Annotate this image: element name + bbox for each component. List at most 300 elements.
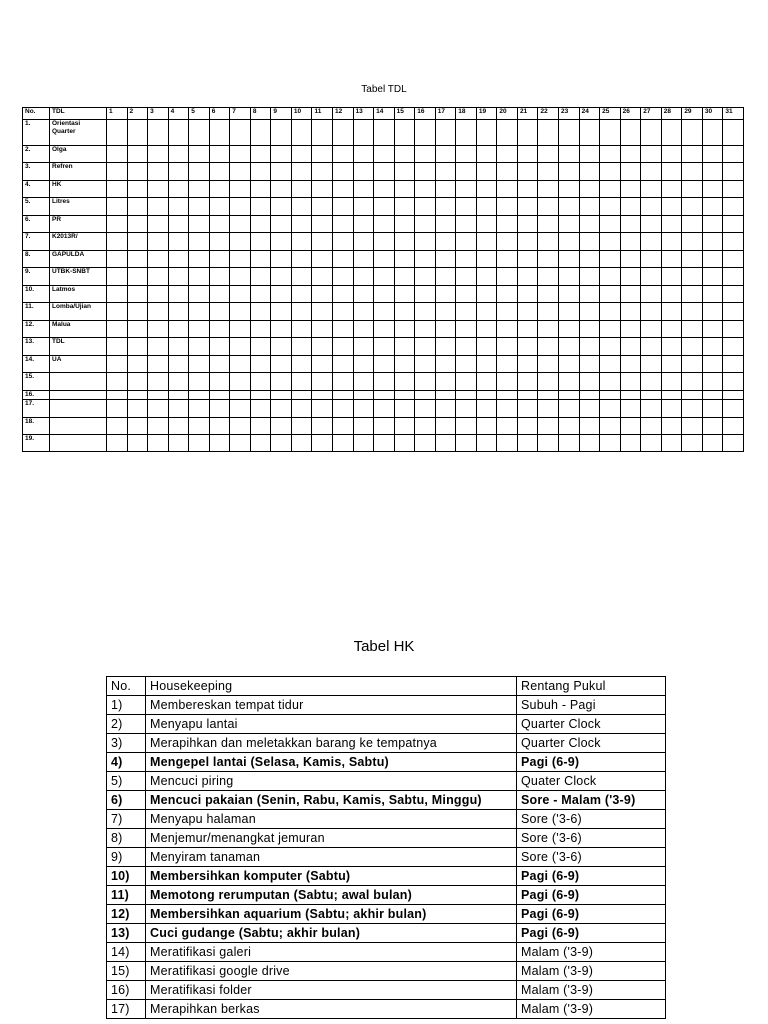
tdl-day-cell[interactable]	[189, 163, 210, 181]
tdl-day-cell[interactable]	[107, 286, 128, 303]
tdl-day-cell[interactable]	[271, 373, 292, 391]
tdl-day-cell[interactable]	[291, 418, 312, 435]
tdl-day-cell[interactable]	[415, 181, 436, 198]
tdl-day-cell[interactable]	[579, 286, 600, 303]
tdl-day-cell[interactable]	[374, 286, 395, 303]
tdl-day-cell[interactable]	[559, 198, 580, 216]
tdl-day-cell[interactable]	[497, 251, 518, 268]
tdl-day-cell[interactable]	[189, 198, 210, 216]
tdl-day-cell[interactable]	[579, 400, 600, 418]
tdl-day-cell[interactable]	[538, 321, 559, 338]
tdl-day-cell[interactable]	[600, 146, 621, 163]
tdl-day-cell[interactable]	[168, 391, 189, 400]
tdl-day-cell[interactable]	[538, 373, 559, 391]
tdl-day-cell[interactable]	[723, 181, 744, 198]
tdl-day-cell[interactable]	[291, 321, 312, 338]
tdl-day-cell[interactable]	[189, 268, 210, 286]
tdl-day-cell[interactable]	[230, 216, 251, 233]
tdl-day-cell[interactable]	[271, 216, 292, 233]
tdl-day-cell[interactable]	[353, 373, 374, 391]
tdl-day-cell[interactable]	[641, 338, 662, 356]
tdl-day-cell[interactable]	[723, 286, 744, 303]
tdl-day-cell[interactable]	[435, 233, 456, 251]
tdl-day-cell[interactable]	[682, 303, 703, 321]
tdl-day-cell[interactable]	[148, 286, 169, 303]
tdl-day-cell[interactable]	[682, 163, 703, 181]
tdl-day-cell[interactable]	[291, 373, 312, 391]
tdl-day-cell[interactable]	[559, 163, 580, 181]
tdl-day-cell[interactable]	[600, 391, 621, 400]
tdl-day-cell[interactable]	[497, 373, 518, 391]
tdl-day-cell[interactable]	[620, 233, 641, 251]
tdl-day-cell[interactable]	[250, 198, 271, 216]
tdl-day-cell[interactable]	[476, 286, 497, 303]
tdl-day-cell[interactable]	[189, 181, 210, 198]
tdl-day-cell[interactable]	[271, 198, 292, 216]
tdl-day-cell[interactable]	[538, 181, 559, 198]
tdl-day-cell[interactable]	[682, 356, 703, 373]
tdl-day-cell[interactable]	[394, 356, 415, 373]
tdl-day-cell[interactable]	[702, 400, 723, 418]
tdl-day-cell[interactable]	[682, 268, 703, 286]
tdl-day-cell[interactable]	[209, 435, 230, 452]
tdl-day-cell[interactable]	[291, 391, 312, 400]
tdl-day-cell[interactable]	[476, 338, 497, 356]
tdl-day-cell[interactable]	[497, 233, 518, 251]
tdl-day-cell[interactable]	[579, 338, 600, 356]
tdl-day-cell[interactable]	[230, 120, 251, 146]
tdl-day-cell[interactable]	[476, 321, 497, 338]
tdl-day-cell[interactable]	[702, 146, 723, 163]
tdl-day-cell[interactable]	[353, 198, 374, 216]
tdl-day-cell[interactable]	[291, 303, 312, 321]
tdl-day-cell[interactable]	[538, 120, 559, 146]
tdl-day-cell[interactable]	[250, 233, 271, 251]
tdl-day-cell[interactable]	[209, 163, 230, 181]
tdl-day-cell[interactable]	[230, 146, 251, 163]
tdl-day-cell[interactable]	[723, 146, 744, 163]
tdl-day-cell[interactable]	[374, 198, 395, 216]
tdl-day-cell[interactable]	[148, 356, 169, 373]
tdl-day-cell[interactable]	[415, 216, 436, 233]
tdl-day-cell[interactable]	[271, 286, 292, 303]
tdl-day-cell[interactable]	[682, 181, 703, 198]
tdl-day-cell[interactable]	[517, 216, 538, 233]
tdl-day-cell[interactable]	[600, 198, 621, 216]
tdl-day-cell[interactable]	[333, 181, 354, 198]
tdl-day-cell[interactable]	[435, 216, 456, 233]
tdl-day-cell[interactable]	[456, 418, 477, 435]
tdl-day-cell[interactable]	[250, 251, 271, 268]
tdl-day-cell[interactable]	[148, 146, 169, 163]
tdl-day-cell[interactable]	[148, 435, 169, 452]
tdl-day-cell[interactable]	[168, 163, 189, 181]
tdl-day-cell[interactable]	[600, 373, 621, 391]
tdl-day-cell[interactable]	[209, 181, 230, 198]
tdl-day-cell[interactable]	[148, 198, 169, 216]
tdl-day-cell[interactable]	[661, 233, 682, 251]
tdl-day-cell[interactable]	[250, 268, 271, 286]
tdl-day-cell[interactable]	[271, 391, 292, 400]
tdl-day-cell[interactable]	[579, 356, 600, 373]
tdl-day-cell[interactable]	[107, 163, 128, 181]
tdl-day-cell[interactable]	[517, 321, 538, 338]
tdl-day-cell[interactable]	[723, 418, 744, 435]
tdl-day-cell[interactable]	[559, 216, 580, 233]
tdl-day-cell[interactable]	[312, 251, 333, 268]
tdl-day-cell[interactable]	[641, 216, 662, 233]
tdl-day-cell[interactable]	[456, 303, 477, 321]
tdl-day-cell[interactable]	[620, 356, 641, 373]
tdl-day-cell[interactable]	[271, 146, 292, 163]
tdl-day-cell[interactable]	[107, 268, 128, 286]
tdl-day-cell[interactable]	[517, 163, 538, 181]
tdl-day-cell[interactable]	[189, 120, 210, 146]
tdl-day-cell[interactable]	[312, 321, 333, 338]
tdl-day-cell[interactable]	[559, 338, 580, 356]
tdl-day-cell[interactable]	[312, 120, 333, 146]
tdl-day-cell[interactable]	[312, 435, 333, 452]
tdl-day-cell[interactable]	[291, 268, 312, 286]
tdl-day-cell[interactable]	[620, 418, 641, 435]
tdl-day-cell[interactable]	[209, 400, 230, 418]
tdl-day-cell[interactable]	[312, 303, 333, 321]
tdl-day-cell[interactable]	[435, 198, 456, 216]
tdl-day-cell[interactable]	[107, 321, 128, 338]
tdl-day-cell[interactable]	[333, 435, 354, 452]
tdl-day-cell[interactable]	[538, 251, 559, 268]
tdl-day-cell[interactable]	[661, 120, 682, 146]
tdl-day-cell[interactable]	[353, 303, 374, 321]
tdl-day-cell[interactable]	[415, 400, 436, 418]
tdl-day-cell[interactable]	[250, 303, 271, 321]
tdl-day-cell[interactable]	[559, 146, 580, 163]
tdl-day-cell[interactable]	[353, 120, 374, 146]
tdl-day-cell[interactable]	[723, 120, 744, 146]
tdl-day-cell[interactable]	[107, 356, 128, 373]
tdl-day-cell[interactable]	[517, 435, 538, 452]
tdl-day-cell[interactable]	[559, 418, 580, 435]
tdl-day-cell[interactable]	[641, 321, 662, 338]
tdl-day-cell[interactable]	[579, 435, 600, 452]
tdl-day-cell[interactable]	[189, 435, 210, 452]
tdl-day-cell[interactable]	[620, 338, 641, 356]
tdl-day-cell[interactable]	[312, 216, 333, 233]
tdl-day-cell[interactable]	[579, 163, 600, 181]
tdl-day-cell[interactable]	[682, 418, 703, 435]
tdl-day-cell[interactable]	[620, 181, 641, 198]
tdl-day-cell[interactable]	[435, 391, 456, 400]
tdl-day-cell[interactable]	[702, 233, 723, 251]
tdl-day-cell[interactable]	[559, 268, 580, 286]
tdl-day-cell[interactable]	[538, 233, 559, 251]
tdl-day-cell[interactable]	[209, 321, 230, 338]
tdl-day-cell[interactable]	[127, 418, 148, 435]
tdl-day-cell[interactable]	[148, 373, 169, 391]
tdl-day-cell[interactable]	[168, 120, 189, 146]
tdl-day-cell[interactable]	[723, 391, 744, 400]
tdl-day-cell[interactable]	[312, 338, 333, 356]
tdl-day-cell[interactable]	[497, 356, 518, 373]
tdl-day-cell[interactable]	[189, 321, 210, 338]
tdl-day-cell[interactable]	[374, 216, 395, 233]
tdl-day-cell[interactable]	[497, 120, 518, 146]
tdl-day-cell[interactable]	[127, 233, 148, 251]
tdl-day-cell[interactable]	[435, 120, 456, 146]
tdl-day-cell[interactable]	[291, 146, 312, 163]
tdl-day-cell[interactable]	[476, 120, 497, 146]
tdl-day-cell[interactable]	[353, 146, 374, 163]
tdl-day-cell[interactable]	[312, 391, 333, 400]
tdl-day-cell[interactable]	[394, 216, 415, 233]
tdl-day-cell[interactable]	[291, 251, 312, 268]
tdl-day-cell[interactable]	[579, 233, 600, 251]
tdl-day-cell[interactable]	[209, 146, 230, 163]
tdl-day-cell[interactable]	[641, 198, 662, 216]
tdl-day-cell[interactable]	[476, 356, 497, 373]
tdl-day-cell[interactable]	[435, 268, 456, 286]
tdl-day-cell[interactable]	[230, 338, 251, 356]
tdl-day-cell[interactable]	[271, 356, 292, 373]
tdl-day-cell[interactable]	[682, 233, 703, 251]
tdl-day-cell[interactable]	[394, 400, 415, 418]
tdl-day-cell[interactable]	[415, 338, 436, 356]
tdl-day-cell[interactable]	[497, 418, 518, 435]
tdl-day-cell[interactable]	[189, 356, 210, 373]
tdl-day-cell[interactable]	[230, 435, 251, 452]
tdl-day-cell[interactable]	[209, 373, 230, 391]
tdl-day-cell[interactable]	[559, 251, 580, 268]
tdl-day-cell[interactable]	[702, 163, 723, 181]
tdl-day-cell[interactable]	[415, 233, 436, 251]
tdl-day-cell[interactable]	[435, 418, 456, 435]
tdl-day-cell[interactable]	[641, 435, 662, 452]
tdl-day-cell[interactable]	[209, 216, 230, 233]
tdl-day-cell[interactable]	[107, 303, 128, 321]
tdl-day-cell[interactable]	[682, 338, 703, 356]
tdl-day-cell[interactable]	[517, 400, 538, 418]
tdl-day-cell[interactable]	[189, 146, 210, 163]
tdl-day-cell[interactable]	[127, 321, 148, 338]
tdl-day-cell[interactable]	[333, 373, 354, 391]
tdl-day-cell[interactable]	[230, 163, 251, 181]
tdl-day-cell[interactable]	[723, 216, 744, 233]
tdl-day-cell[interactable]	[661, 418, 682, 435]
tdl-day-cell[interactable]	[250, 356, 271, 373]
tdl-day-cell[interactable]	[682, 216, 703, 233]
tdl-day-cell[interactable]	[312, 356, 333, 373]
tdl-day-cell[interactable]	[312, 286, 333, 303]
tdl-day-cell[interactable]	[127, 163, 148, 181]
tdl-day-cell[interactable]	[620, 216, 641, 233]
tdl-day-cell[interactable]	[394, 233, 415, 251]
tdl-day-cell[interactable]	[600, 216, 621, 233]
tdl-day-cell[interactable]	[456, 120, 477, 146]
tdl-day-cell[interactable]	[620, 373, 641, 391]
tdl-day-cell[interactable]	[271, 251, 292, 268]
tdl-day-cell[interactable]	[538, 163, 559, 181]
tdl-day-cell[interactable]	[107, 181, 128, 198]
tdl-day-cell[interactable]	[333, 120, 354, 146]
tdl-day-cell[interactable]	[374, 373, 395, 391]
tdl-day-cell[interactable]	[682, 198, 703, 216]
tdl-day-cell[interactable]	[641, 233, 662, 251]
tdl-day-cell[interactable]	[353, 400, 374, 418]
tdl-day-cell[interactable]	[600, 400, 621, 418]
tdl-day-cell[interactable]	[230, 286, 251, 303]
tdl-day-cell[interactable]	[271, 233, 292, 251]
tdl-day-cell[interactable]	[271, 418, 292, 435]
tdl-day-cell[interactable]	[641, 181, 662, 198]
tdl-day-cell[interactable]	[476, 391, 497, 400]
tdl-day-cell[interactable]	[209, 268, 230, 286]
tdl-day-cell[interactable]	[394, 198, 415, 216]
tdl-day-cell[interactable]	[641, 418, 662, 435]
tdl-day-cell[interactable]	[476, 400, 497, 418]
tdl-day-cell[interactable]	[661, 251, 682, 268]
tdl-day-cell[interactable]	[456, 356, 477, 373]
tdl-day-cell[interactable]	[456, 198, 477, 216]
tdl-day-cell[interactable]	[415, 418, 436, 435]
tdl-day-cell[interactable]	[127, 338, 148, 356]
tdl-day-cell[interactable]	[517, 146, 538, 163]
tdl-day-cell[interactable]	[497, 216, 518, 233]
tdl-day-cell[interactable]	[497, 146, 518, 163]
tdl-day-cell[interactable]	[127, 216, 148, 233]
tdl-day-cell[interactable]	[600, 418, 621, 435]
tdl-day-cell[interactable]	[620, 303, 641, 321]
tdl-day-cell[interactable]	[168, 233, 189, 251]
tdl-day-cell[interactable]	[682, 286, 703, 303]
tdl-day-cell[interactable]	[661, 163, 682, 181]
tdl-day-cell[interactable]	[620, 198, 641, 216]
tdl-day-cell[interactable]	[127, 198, 148, 216]
tdl-day-cell[interactable]	[435, 373, 456, 391]
tdl-day-cell[interactable]	[517, 198, 538, 216]
tdl-day-cell[interactable]	[435, 251, 456, 268]
tdl-day-cell[interactable]	[702, 198, 723, 216]
tdl-day-cell[interactable]	[271, 303, 292, 321]
tdl-day-cell[interactable]	[353, 338, 374, 356]
tdl-day-cell[interactable]	[394, 286, 415, 303]
tdl-day-cell[interactable]	[353, 391, 374, 400]
tdl-day-cell[interactable]	[189, 391, 210, 400]
tdl-day-cell[interactable]	[127, 286, 148, 303]
tdl-day-cell[interactable]	[148, 120, 169, 146]
tdl-day-cell[interactable]	[127, 356, 148, 373]
tdl-day-cell[interactable]	[661, 391, 682, 400]
tdl-day-cell[interactable]	[702, 286, 723, 303]
tdl-day-cell[interactable]	[209, 251, 230, 268]
tdl-day-cell[interactable]	[600, 233, 621, 251]
tdl-day-cell[interactable]	[682, 400, 703, 418]
tdl-day-cell[interactable]	[312, 198, 333, 216]
tdl-day-cell[interactable]	[517, 233, 538, 251]
tdl-day-cell[interactable]	[333, 286, 354, 303]
tdl-day-cell[interactable]	[415, 163, 436, 181]
tdl-day-cell[interactable]	[620, 120, 641, 146]
tdl-day-cell[interactable]	[517, 286, 538, 303]
tdl-day-cell[interactable]	[312, 146, 333, 163]
tdl-day-cell[interactable]	[394, 373, 415, 391]
tdl-day-cell[interactable]	[127, 303, 148, 321]
tdl-day-cell[interactable]	[230, 400, 251, 418]
tdl-day-cell[interactable]	[497, 268, 518, 286]
tdl-day-cell[interactable]	[579, 303, 600, 321]
tdl-day-cell[interactable]	[620, 321, 641, 338]
tdl-day-cell[interactable]	[641, 400, 662, 418]
tdl-day-cell[interactable]	[291, 338, 312, 356]
tdl-day-cell[interactable]	[148, 181, 169, 198]
tdl-day-cell[interactable]	[476, 216, 497, 233]
tdl-day-cell[interactable]	[333, 268, 354, 286]
tdl-day-cell[interactable]	[497, 391, 518, 400]
tdl-day-cell[interactable]	[497, 286, 518, 303]
tdl-day-cell[interactable]	[579, 251, 600, 268]
tdl-day-cell[interactable]	[661, 373, 682, 391]
tdl-day-cell[interactable]	[250, 418, 271, 435]
tdl-day-cell[interactable]	[168, 356, 189, 373]
tdl-day-cell[interactable]	[723, 321, 744, 338]
tdl-day-cell[interactable]	[189, 286, 210, 303]
tdl-day-cell[interactable]	[476, 146, 497, 163]
tdl-day-cell[interactable]	[682, 321, 703, 338]
tdl-day-cell[interactable]	[333, 321, 354, 338]
tdl-day-cell[interactable]	[600, 268, 621, 286]
tdl-day-cell[interactable]	[250, 181, 271, 198]
tdl-day-cell[interactable]	[723, 338, 744, 356]
tdl-day-cell[interactable]	[476, 373, 497, 391]
tdl-day-cell[interactable]	[312, 373, 333, 391]
tdl-day-cell[interactable]	[374, 435, 395, 452]
tdl-day-cell[interactable]	[661, 338, 682, 356]
tdl-day-cell[interactable]	[230, 391, 251, 400]
tdl-day-cell[interactable]	[456, 338, 477, 356]
tdl-day-cell[interactable]	[353, 321, 374, 338]
tdl-day-cell[interactable]	[230, 303, 251, 321]
tdl-day-cell[interactable]	[291, 356, 312, 373]
tdl-day-cell[interactable]	[456, 163, 477, 181]
tdl-day-cell[interactable]	[374, 251, 395, 268]
tdl-day-cell[interactable]	[271, 338, 292, 356]
tdl-day-cell[interactable]	[333, 418, 354, 435]
tdl-day-cell[interactable]	[641, 163, 662, 181]
tdl-day-cell[interactable]	[579, 321, 600, 338]
tdl-day-cell[interactable]	[394, 391, 415, 400]
tdl-day-cell[interactable]	[168, 216, 189, 233]
tdl-day-cell[interactable]	[209, 356, 230, 373]
tdl-day-cell[interactable]	[148, 216, 169, 233]
tdl-day-cell[interactable]	[333, 251, 354, 268]
tdl-day-cell[interactable]	[456, 391, 477, 400]
tdl-day-cell[interactable]	[538, 418, 559, 435]
tdl-day-cell[interactable]	[374, 120, 395, 146]
tdl-day-cell[interactable]	[168, 251, 189, 268]
tdl-day-cell[interactable]	[209, 391, 230, 400]
tdl-day-cell[interactable]	[600, 120, 621, 146]
tdl-day-cell[interactable]	[374, 181, 395, 198]
tdl-day-cell[interactable]	[559, 233, 580, 251]
tdl-day-cell[interactable]	[415, 373, 436, 391]
tdl-day-cell[interactable]	[702, 181, 723, 198]
tdl-day-cell[interactable]	[723, 373, 744, 391]
tdl-day-cell[interactable]	[189, 251, 210, 268]
tdl-day-cell[interactable]	[168, 146, 189, 163]
tdl-day-cell[interactable]	[497, 435, 518, 452]
tdl-day-cell[interactable]	[661, 198, 682, 216]
tdl-day-cell[interactable]	[107, 251, 128, 268]
tdl-day-cell[interactable]	[702, 216, 723, 233]
